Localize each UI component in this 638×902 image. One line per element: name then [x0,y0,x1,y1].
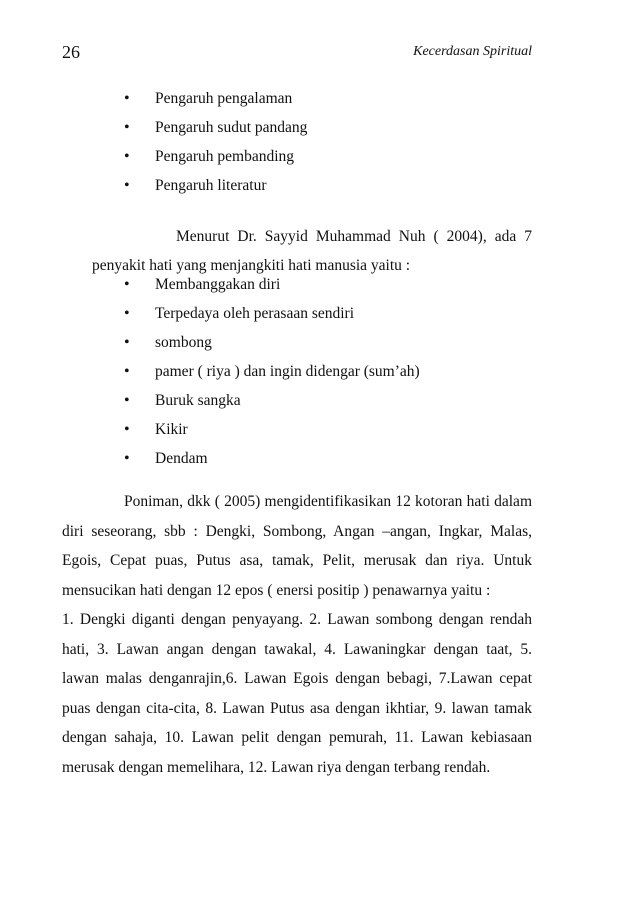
list-item [0,171,307,200]
bullet-icon: • [124,119,130,136]
list-item [0,270,420,299]
bullet-icon: • [124,148,130,165]
list-item-label: Pengaruh pengalaman [155,90,293,107]
bullet-icon: • [124,392,130,409]
intro-line-1: Menurut Dr. Sayyid Muhammad Nuh ( 2004), ada 7 [176,228,532,245]
list-item-label: Terpedaya oleh perasaan sendiri [155,305,355,322]
list-item [0,84,307,113]
page-number: 26 [62,42,80,62]
list-item [0,328,420,357]
list-item-label: Membanggakan diri [155,276,281,293]
list-item-label: sombong [155,334,212,351]
paragraph-poniman: Poniman, dkk ( 2005) mengidentifikasikan 12 kotoran hati dalam diri seseorang, sbb : Dengki, Sombong, Angan –angan, Ingkar, Malas, Egois, Cepat puas, Putus asa, tamak, Pelit, merusak dan riya. Untuk mensucikan hati dengan 12 epos ( enersi positip ) penawarnya yaitu : [62,493,532,599]
list-item [0,142,307,171]
list-item-label: Pengaruh pembanding [155,148,295,165]
list-item [0,113,307,142]
list-item [0,444,420,473]
bullet-icon: • [124,90,130,107]
list-item [0,357,420,386]
bullet-icon: • [124,334,130,351]
list-item-label: Pengaruh literatur [155,177,267,194]
intro-line-2: penyakit hati yang menjangkiti hati manusia yaitu : [92,257,411,274]
bullet-icon: • [124,450,130,467]
bullet-icon: • [124,363,130,380]
bullet-icon: • [124,305,130,322]
list-item-label: Kikir [155,421,188,438]
list-item-label: Pengaruh sudut pandang [155,119,308,136]
bullet-icon: • [124,276,130,293]
bullet-icon: • [124,421,130,438]
heart-disease-list [0,270,420,473]
body-text [62,487,532,782]
list-item-label: Buruk sangka [155,392,241,409]
running-title: Kecerdasan Spiritual [413,44,532,59]
list-item [0,386,420,415]
list-item-label: pamer ( riya ) dan ingin didengar (sum’ah) [155,363,420,380]
influence-list [0,84,307,200]
paragraph-remedies: 1. Dengki diganti dengan penyayang. 2. Lawan sombong dengan rendah hati, 3. Lawan angan dengan tawakal, 4. Lawaningkar dengan taat, 5. lawan malas denganrajin,6. Lawan Egois dengan bebagi, 7.Lawan cepat puas dengan cita-cita, 8. Lawan Putus asa dengan ikhtiar, 9. lawan tamak dengan sahaja, 10. Lawan pelit dengan pemurah, 11. Lawan kebiasaan merusak dengan memelihara, 12. Lawan riya dengan terbang rendah. [62,611,532,776]
list-item [0,299,420,328]
bullet-icon: • [124,177,130,194]
list-item-label: Dendam [155,450,208,467]
list-item [0,415,420,444]
